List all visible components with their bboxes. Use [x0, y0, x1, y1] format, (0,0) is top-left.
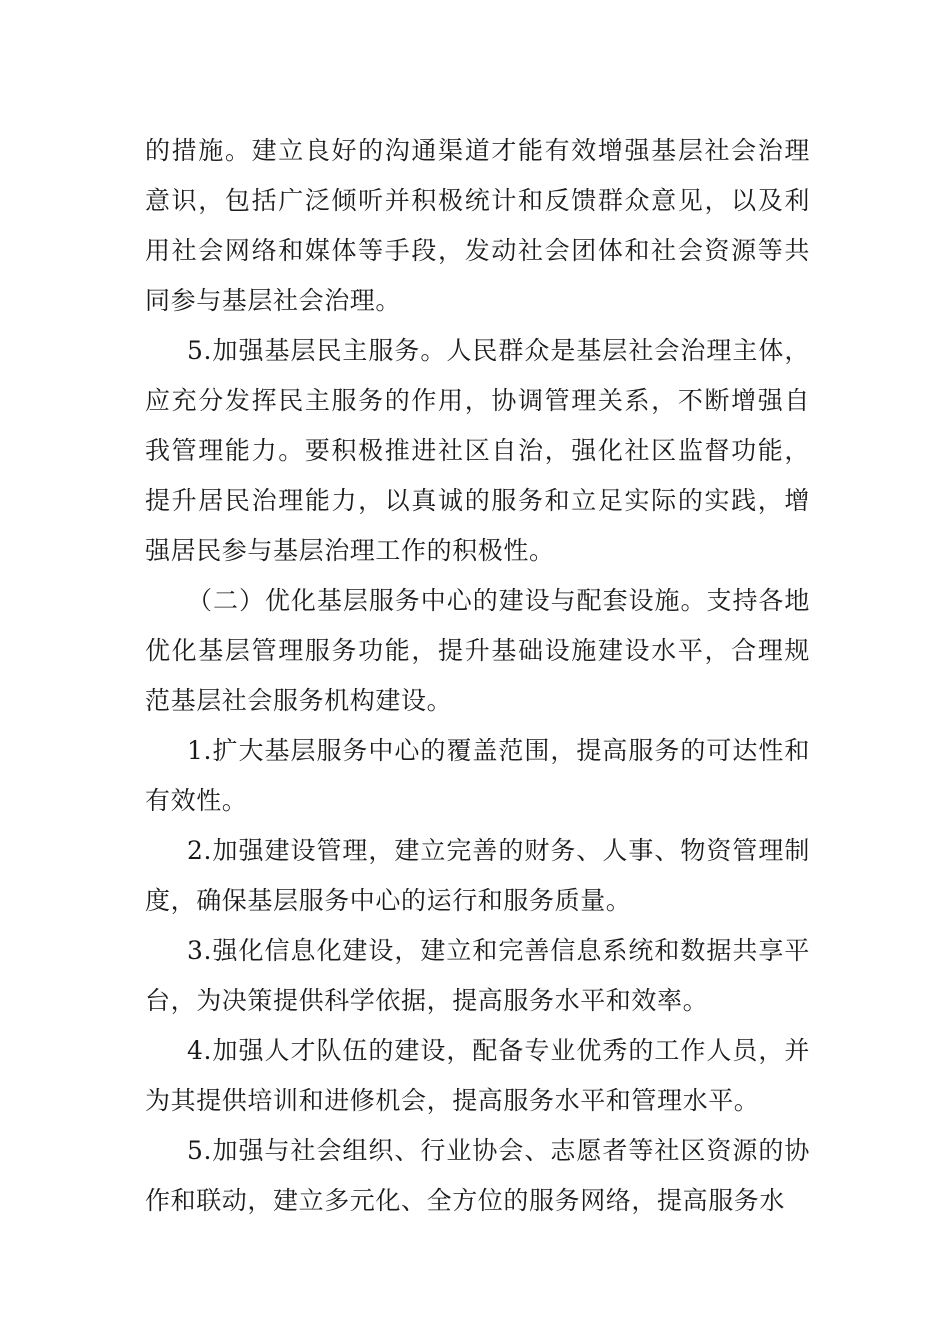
- paragraph-item-1: 1.扩大基层服务中心的覆盖范围，提高服务的可达性和有效性。: [145, 736, 810, 815]
- paragraph-item-2: 2.加强建设管理，建立完善的财务、人事、物资管理制度，确保基层服务中心的运行和服务质量。: [145, 836, 810, 915]
- paragraph-continuation: 的措施。建立良好的沟通渠道才能有效增强基层社会治理意识，包括广泛倾听并积极统计和反馈群众意见，以及利用社会网络和媒体等手段，发动社会团体和社会资源等共同参与基层社会治理。: [145, 136, 810, 315]
- paragraph-item-5: 5.加强与社会组织、行业协会、志愿者等社区资源的协作和联动，建立多元化、全方位的服务网络，提高服务水: [145, 1136, 810, 1215]
- paragraph-item-5-democratic-service: 5.加强基层民主服务。人民群众是基层社会治理主体，应充分发挥民主服务的作用，协调管理关系，不断增强自我管理能力。要积极推进社区自治，强化社区监督功能，提升居民治理能力，以真诚的服务和立足实际的实践，增强居民参与基层治理工作的积极性。: [145, 336, 810, 565]
- document-body: [145, 126, 810, 1226]
- paragraph-item-4: 4.加强人才队伍的建设，配备专业优秀的工作人员，并为其提供培训和进修机会，提高服务水平和管理水平。: [145, 1036, 810, 1115]
- paragraph-section-2-heading: （二）优化基层服务中心的建设与配套设施。支持各地优化基层管理服务功能，提升基础设施建设水平，合理规范基层社会服务机构建设。: [145, 586, 810, 715]
- paragraph-item-3: 3.强化信息化建设，建立和完善信息系统和数据共享平台，为决策提供科学依据，提高服务水平和效率。: [145, 936, 810, 1015]
